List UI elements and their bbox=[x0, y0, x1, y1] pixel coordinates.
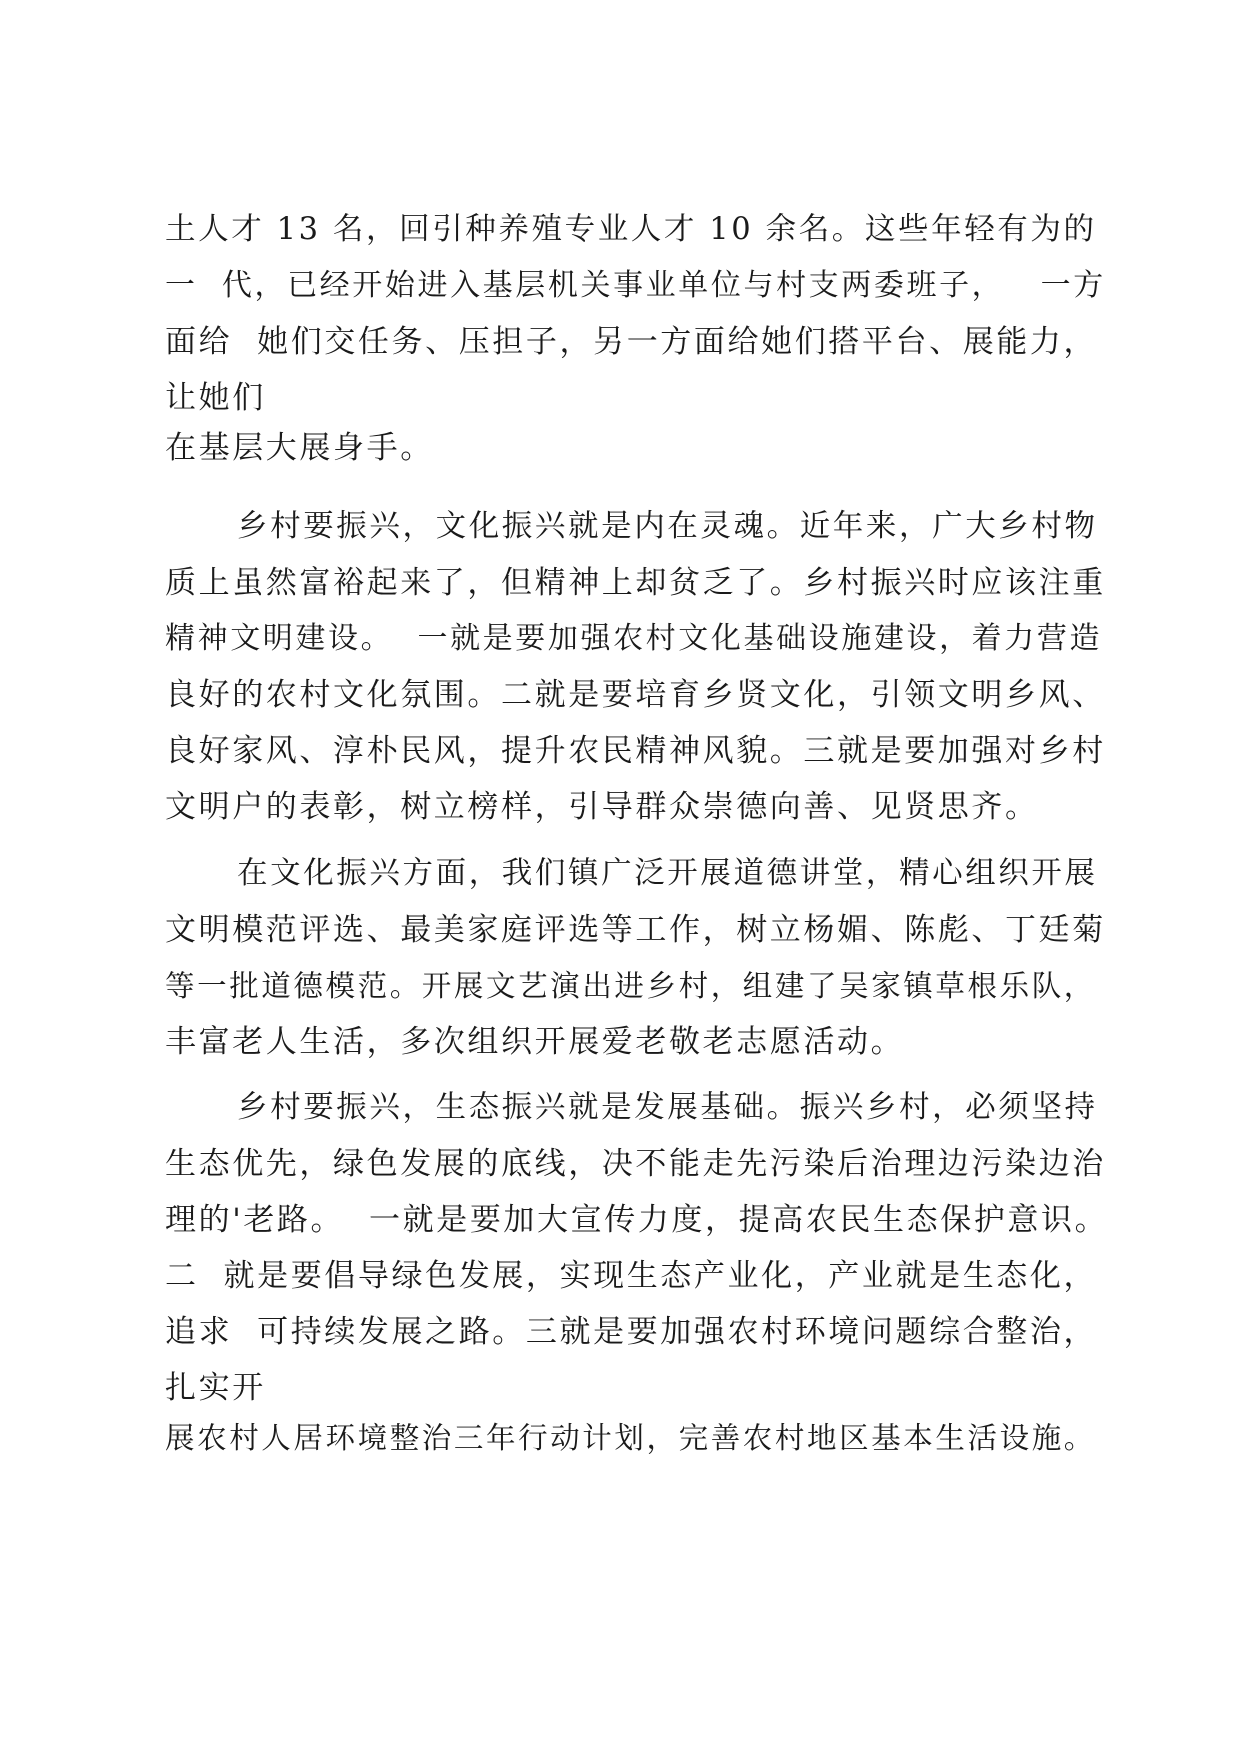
text-line: 生态优先，绿色发展的底线，决不能走先污染后治理边污染边治 bbox=[165, 1146, 1106, 1182]
text-line: 良好的农村文化氛围。二就是要培育乡贤文化，引领文明乡风、 bbox=[165, 677, 1106, 713]
text-line: 二 就是要倡导绿色发展，实现生态产业化，产业就是生态化， bbox=[165, 1258, 1098, 1294]
text-line: 文明户的表彰，树立榜样，引导群众崇德向善、见贤思齐。 bbox=[165, 789, 1039, 825]
text-line: 等一批道德模范。开展文艺演出进乡村，组建了吴家镇草根乐队， bbox=[165, 969, 1096, 1003]
paragraph-first-line: 在文化振兴方面，我们镇广泛开展道德讲堂，精心组织开展 bbox=[237, 856, 1098, 891]
text-line: 质上虽然富裕起来了，但精神上却贫乏了。乡村振兴时应该注重 bbox=[165, 565, 1106, 601]
text-line: 扎实开 bbox=[165, 1370, 266, 1406]
paragraph-first-line: 乡村要振兴，生态振兴就是发展基础。振兴乡村，必须坚持 bbox=[237, 1090, 1098, 1125]
text-line: 一 代，已经开始进入基层机关事业单位与村支两委班子， 一方 bbox=[165, 268, 1106, 303]
text-line: 展农村人居环境整治三年行动计划，完善农村地区基本生活设施。 bbox=[165, 1421, 1096, 1455]
text-line: 让她们 bbox=[165, 380, 266, 416]
paragraph-first-line: 乡村要振兴，文化振兴就是内在灵魂。近年来，广大乡村物 bbox=[237, 509, 1098, 544]
text-line: 精神文明建设。 一就是要加强农村文化基础设施建设，着力营造 bbox=[165, 621, 1103, 656]
text-line: 在基层大展身手。 bbox=[165, 430, 434, 466]
text-line: 丰富老人生活，多次组织开展爱老敬老志愿活动。 bbox=[165, 1024, 905, 1060]
text-line: 理的'老路。 一就是要加大宣传力度，提高农民生态保护意识。 bbox=[165, 1202, 1109, 1238]
text-line: 土人才 13 名，回引种养殖专业人才 10 余名。这些年轻有为的 bbox=[165, 212, 1097, 247]
text-line: 追求 可持续发展之路。三就是要加强农村环境问题综合整治， bbox=[165, 1314, 1098, 1350]
text-line: 面给 她们交任务、压担子，另一方面给她们搭平台、展能力， bbox=[165, 324, 1098, 360]
text-line: 良好家风、淳朴民风，提升农民精神风貌。三就是要加强对乡村 bbox=[165, 733, 1106, 769]
text-line: 文明模范评选、最美家庭评选等工作，树立杨媚、陈彪、丁廷菊 bbox=[165, 912, 1106, 948]
